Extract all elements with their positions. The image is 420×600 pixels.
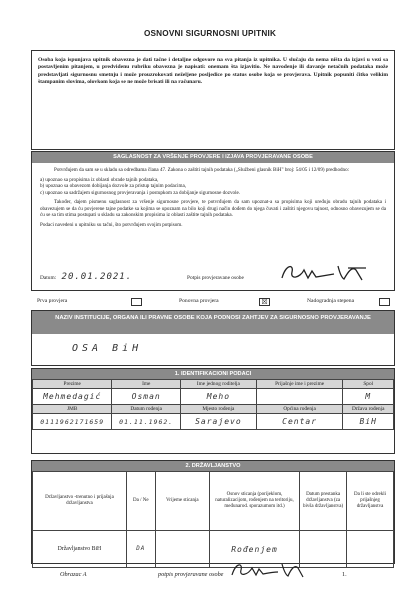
repeat-check-label: Ponovna provjera [179,298,219,304]
surname-label: Prezime [33,380,112,389]
consent-paragraph-1: Potvrđujem da sam se u skladu sa odredbama člana 47. Zakona o zaštiti tajnih podataka („Službeni glasnik BiH" broj: 54/05 i 12/09) predhodno: [54,167,350,173]
renounced-value [347,531,394,568]
citizenship-value: Državljanstvo BiH [33,531,127,568]
birth-municipality-value: Centar [256,414,343,430]
date-value: 20.01.2021. [61,272,133,282]
birth-municipality-label: Općina rođenja [256,405,343,414]
identification-header: 1. IDENTIFIKACIONI PODACI [32,369,394,379]
jmb-label: JMB [33,405,112,414]
surname-value: Mehmedagić [33,389,112,405]
end-date-col-label: Datum prestanka državljanstva (za bivša državljanstva) [300,472,347,531]
birth-date-value: 01.11.1962. [112,414,181,430]
consent-header: SAGLASNOST ZA VRŠENJE PROVJERE I IZJAVA PROVJERAVANE OSOBE [32,152,394,163]
sex-label: Spol [343,380,394,389]
consent-signature-label: Potpis provjeravane osobe [187,275,244,281]
identification-section [31,368,395,454]
page-title: OSNOVNI SIGURNOSNI UPITNIK [143,29,277,38]
date-label: Datum: [40,275,57,281]
consent-body [32,163,394,235]
acquired-time-value [155,531,209,568]
consent-section [31,151,395,291]
page-number: 1. [342,571,347,578]
birth-place-value: Sarajevo [180,414,256,430]
acquired-basis-col-label: Osnov sticanja (porijeklom, naturalizacijom, rođenjem na teritoriju, međunarod. sporazumom itd.) [209,472,299,531]
consent-item-a: a) upoznao sa propisima iz oblasti obrade tajnih podataka, [40,176,159,183]
birth-country-label: Država rođenja [343,405,394,414]
identification-table [32,379,394,430]
previous-name-label: Prijašnje ime i prezime [256,380,343,389]
consent-item-c: c) upoznao sa sadržajem sigurnosnog provjeravanja i postupkom za dobijanje sigurnosne dozvole. [40,189,241,196]
institution-section [31,310,395,366]
footer-signature-label: potpis provjeravane osobe [158,571,224,578]
instructions-text: Osoba koja ispunjava upitnik obavezna je dati tačne i detaljne odgovore na sva pitanja iz upitnika. U slučaju da nema ništa da izjavi u vezi sa postavljenim pitanjem, u predviđenu rubriku obavezna je napisati: onemam šta izjavitio. Ne navođenje ili davanje netačnih podataka može predstavljati sigurnosnu smetnju i može prouzrokovati neželjene posljedice po status osobe koja se provjerava. Upitnik popuniti čitko velikim štampanim slovima, olovkom koja se ne može brisati ili na računaru. [38,57,388,85]
acquired-basis-value: Rođenjem [209,531,299,568]
upgrade-label: Nadogradnja stepena [307,298,355,304]
first-check-label: Prva provjera [37,298,68,304]
birth-country-value: BiH [343,414,394,430]
instructions-box [31,50,395,150]
parent-name-label: Ime jednog roditelja [180,380,256,389]
consent-item-b: b) upoznao sa obavezom dobijanja dozvole za pristup tajnim podacima, [40,183,186,189]
previous-name-value [256,389,343,405]
parent-name-value: Meho [180,389,256,405]
name-label: Ime [112,380,181,389]
citizenship-table [32,471,394,568]
check-type-row [31,296,395,306]
consent-paragraph-2: Također, dajem pismenu saglasnost za vršenje sigurnosne provjere, te potvrđujem da sam upoznat-a sa propisima koji uređuju obradu tajnih podataka i obavezujem se da ću povjerene tajne podatke sa kojima se upoznam na bilo koji drugi način dođem do njega čuvati i zaštiti njegovu tajnost, odnosno obavezujem se da ću se sa tim stima postupati u skladu sa zakonskim propisima iz oblasti zaštite tajnih podataka. [40,199,386,218]
consent-paragraph-3: Podaci navedeni u upitniku su tačni, što potvrđujem svojim potpisom. [40,221,183,228]
renounced-col-label: Da li ste odrekli prijašnjeg državljanstva [347,472,394,531]
sex-value: M [343,389,394,405]
institution-header: NAZIV INSTITUCIJE, ORGANA ILI PRAVNE OSOBE KOJA PODNOSI ZAHTJEV ZA SIGURNOSNO PROVJERAVANJE [32,311,394,334]
name-value: Osman [112,389,181,405]
acquired-time-col-label: Vrijeme sticanja [155,472,209,531]
footer-signature [228,560,306,580]
first-check-checkbox[interactable] [131,298,142,306]
birth-date-label: Datum rođenja [112,405,181,414]
citizenship-col-label: Državljanstvo -trenutno i prijašnja državljanstva [33,472,127,531]
consent-signature [278,262,370,284]
citizenship-header: 2. DRŽAVLJANSTVO [32,461,394,471]
upgrade-checkbox[interactable] [379,298,390,306]
form-code: Obrazac A [60,571,87,578]
institution-value: OSA BiH [72,343,143,354]
birth-place-label: Mjesto rođenja [180,405,256,414]
citizenship-section [31,460,395,564]
yes-no-value: DA [126,531,155,568]
repeat-check-checkbox[interactable]: ☒ [259,298,270,306]
end-date-value [300,531,347,568]
yes-no-col-label: Da / Ne [126,472,155,531]
jmb-value: 0111962171659 [33,414,112,430]
date-field [40,272,132,282]
